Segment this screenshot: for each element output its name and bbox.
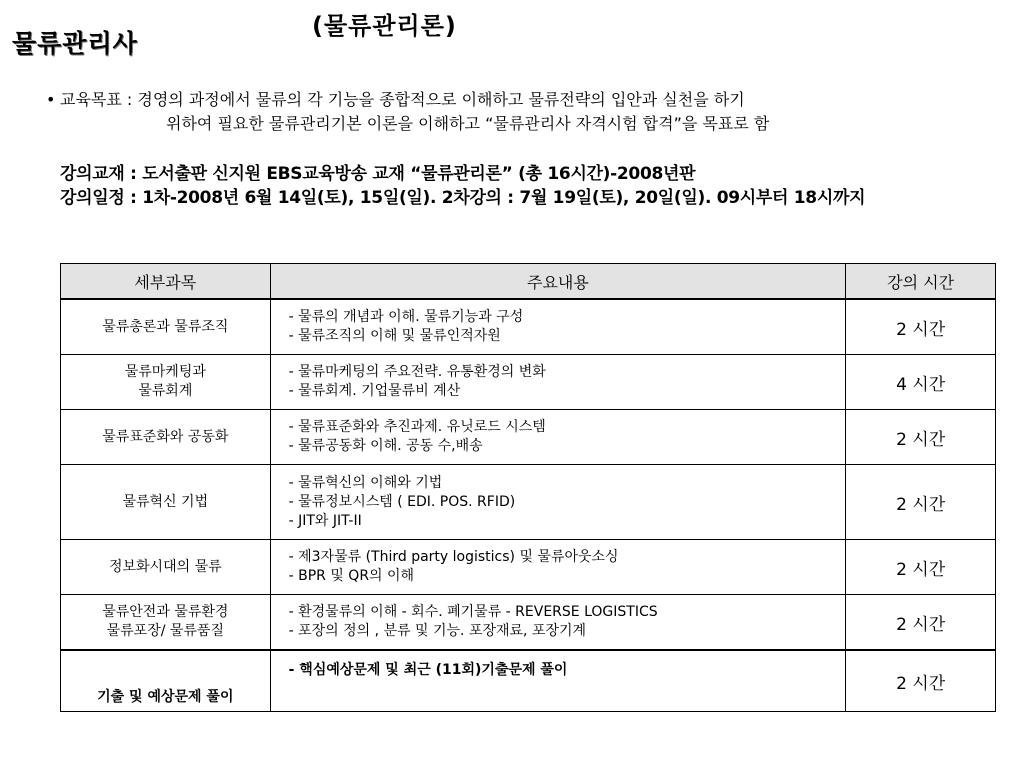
subject-text: 물류마케팅과: [124, 364, 206, 380]
subject-text: 기출 및 예상문제 풀이: [97, 689, 234, 705]
content-cell: [270, 650, 846, 712]
education-goal: [46, 88, 769, 136]
content-line: - 물류조직의 이해 및 물류인적자원: [288, 328, 501, 344]
course-subtitle: (물류관리론): [312, 12, 457, 40]
content-cell: [270, 355, 846, 410]
content-line: - 핵심예상문제 및 최근 (11회)기출문제 풀이: [288, 662, 568, 678]
time-cell: 2 시간: [846, 410, 996, 465]
subject-text: 물류안전과 물류환경: [102, 604, 229, 620]
time-cell: 2 시간: [846, 650, 996, 712]
subject-cell: [61, 465, 271, 540]
goal-line-1: [46, 88, 769, 112]
table-row: [61, 540, 996, 595]
time-cell: 4 시간: [846, 355, 996, 410]
content-line: - JIT와 JIT-II: [288, 512, 362, 529]
content-line: - 포장의 정의 , 분류 및 기능. 포장재료, 포장기계: [288, 623, 587, 639]
subject-cell: [61, 650, 271, 712]
goal-text-2: 위하여 필요한 물류관리기본 이론을 이해하고 “물류관리사 자격시험 합격”을 목표로 함: [166, 114, 770, 133]
content-cell: [270, 595, 846, 651]
table-row: [61, 410, 996, 465]
header-content: 주요내용: [270, 264, 846, 300]
schedule-info: 강의일정 : 1차-2008년 6월 14일(토), 15일(일). 2차강의 : 7월 19일(토), 20일(일). 09시부터 18시까지: [60, 188, 866, 208]
subject-text: 물류총론과 물류조직: [102, 318, 229, 335]
content-cell: [270, 540, 846, 595]
table-header-row: [61, 264, 996, 300]
content-line: - 물류의 개념과 이해. 물류기능과 구성: [288, 309, 524, 325]
subject-cell: [61, 355, 271, 410]
content-line: - 물류마케팅의 주요전략. 유통환경의 변화: [288, 364, 546, 380]
slide-title: 물류관리사: [12, 29, 138, 58]
table-row: [61, 650, 996, 712]
subject-cell: [61, 410, 271, 465]
content-line: - 환경물류의 이해 - 회수. 폐기물류 - REVERSE LOGISTICS: [288, 604, 658, 620]
content-line: - 제3자물류 (Third party logistics) 및 물류아웃소싱: [288, 549, 619, 565]
time-cell: 2 시간: [846, 465, 996, 540]
subject-text: 정보화시대의 물류: [108, 558, 222, 575]
table-row: [61, 299, 996, 355]
bullet-icon: •: [46, 90, 56, 109]
content-line: - 물류공동화 이해. 공동 수,배송: [288, 438, 483, 454]
textbook-info: 강의교재 : 도서출판 신지원 EBS교육방송 교재 “물류관리론” (총 16시간)-2008년판: [60, 164, 696, 184]
content-line: - 물류회계. 기업물류비 계산: [288, 383, 461, 399]
header-time: 강의 시간: [846, 264, 996, 300]
content-line: - 물류혁신의 이해와 기법: [288, 474, 443, 491]
table-row: [61, 465, 996, 540]
time-cell: 2 시간: [846, 595, 996, 651]
goal-text-1: 교육목표 : 경영의 과정에서 물류의 각 기능을 종합적으로 이해하고 물류전략의 입안과 실천을 하기: [60, 90, 745, 109]
table-row: [61, 595, 996, 651]
time-cell: 2 시간: [846, 299, 996, 355]
content-line: - 물류표준화와 추진과제. 유닛로드 시스템: [288, 419, 546, 435]
subject-text: 물류표준화와 공동화: [102, 428, 229, 445]
table-row: [61, 355, 996, 410]
subject-cell: [61, 540, 271, 595]
subject-text: 물류포장/ 물류품질: [106, 623, 224, 639]
content-cell: [270, 465, 846, 540]
content-cell: [270, 299, 846, 355]
course-info: [60, 162, 865, 210]
time-cell: 2 시간: [846, 540, 996, 595]
subject-text: 물류회계: [138, 383, 193, 399]
header-subject: 세부과목: [61, 264, 271, 300]
subject-cell: [61, 299, 271, 355]
content-line: - 물류정보시스템 ( EDI. POS. RFID): [288, 493, 516, 510]
content-cell: [270, 410, 846, 465]
content-line: - BPR 및 QR의 이해: [288, 568, 415, 584]
subject-cell: [61, 595, 271, 651]
syllabus-table: [60, 263, 996, 712]
subject-text: 물류혁신 기법: [122, 493, 209, 510]
